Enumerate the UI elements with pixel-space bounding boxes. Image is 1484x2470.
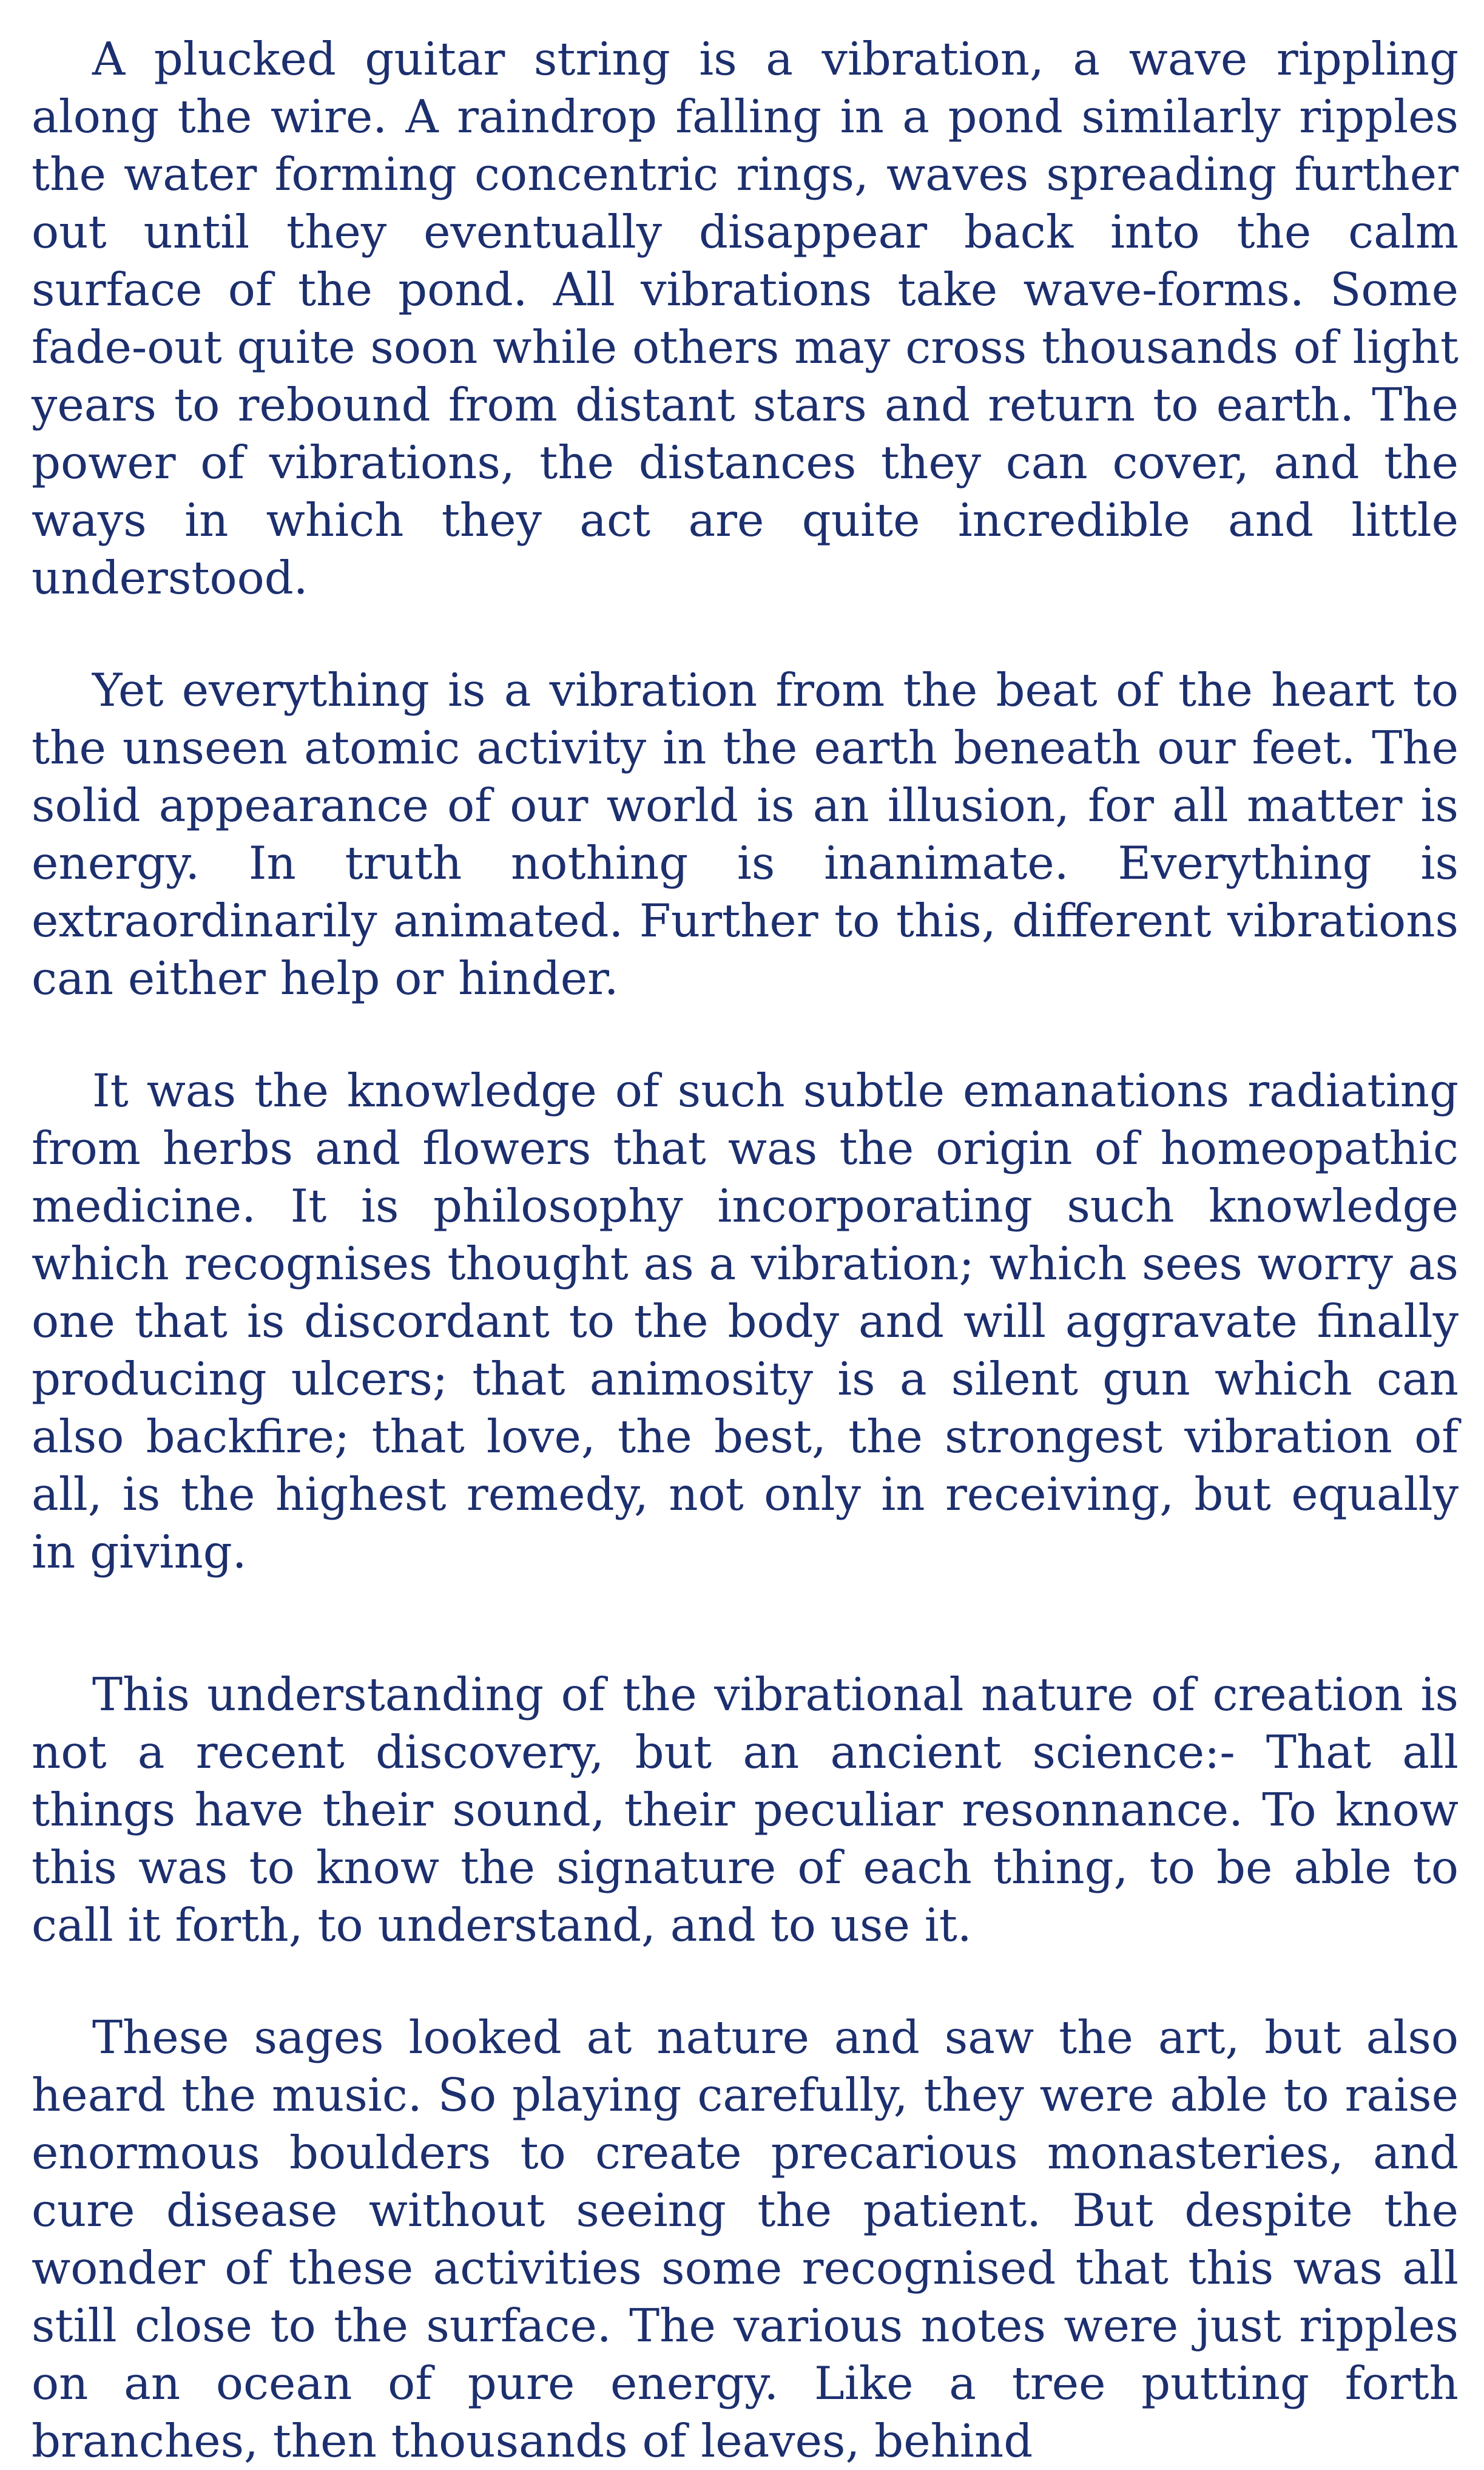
paragraph-1: A plucked guitar string is a vibration, a wave rippling along the wire. A raindrop falling in a pond similarly ripples the water forming concentric rings, waves spreading further out until they eventually disappear back into the calm surface of the pond. All vibrations take wave-forms. Some fade-out quite soon while others may cross thousands of light years to rebound from distant stars and return to earth. The power of vibrations, the distances they can cover, and the ways in which they act are quite incredible and little understood. [32, 32, 1459, 604]
paragraph-spacer [32, 1007, 1459, 1062]
paragraph-5: These sages looked at nature and saw the art, but also heard the music. So playing carefully, they were able to raise enormous boulders to create precarious monasteries, and cure disease without seeing the patient. But despite the wonder of these activities some recognised that this was all still close to the surface. The various notes were just ripples on an ocean of pure energy. Like a tree putting forth branches, then thousands of leaves, behind [32, 2011, 1459, 2468]
document-page [32, 30, 1459, 2470]
paragraph-3: It was the knowledge of such subtle emanations radiating from herbs and flowers that was the origin of homeopathic medicine. It is philosophy incorporating such knowledge which recognises thought as a vibration; which sees worry as one that is discordant to the body and will aggravate finally producing ulcers; that animosity is a silent gun which can also backfire; that love, the best, the strongest vibration of all, is the highest remedy, not only in receiving, but equally in giving. [32, 1064, 1459, 1578]
paragraph-spacer [32, 1581, 1459, 1666]
paragraph-spacer [32, 1954, 1459, 2009]
paragraph-4: This understanding of the vibrational nature of creation is not a recent discovery, but an ancient science:- That all things have their sound, their peculiar resonnance. To know this was to know the signature of each thing, to be able to call it forth, to understand, and to use it. [32, 1668, 1459, 1952]
paragraph-spacer [32, 607, 1459, 661]
paragraph-2: Yet everything is a vibration from the beat of the heart to the unseen atomic activity in the earth beneath our feet. The solid appearance of our world is an illusion, for all matter is energy. In truth nothing is inanimate. Everything is extraordinarily animated. Further to this, different vibrations can either help or hinder. [32, 663, 1459, 1005]
